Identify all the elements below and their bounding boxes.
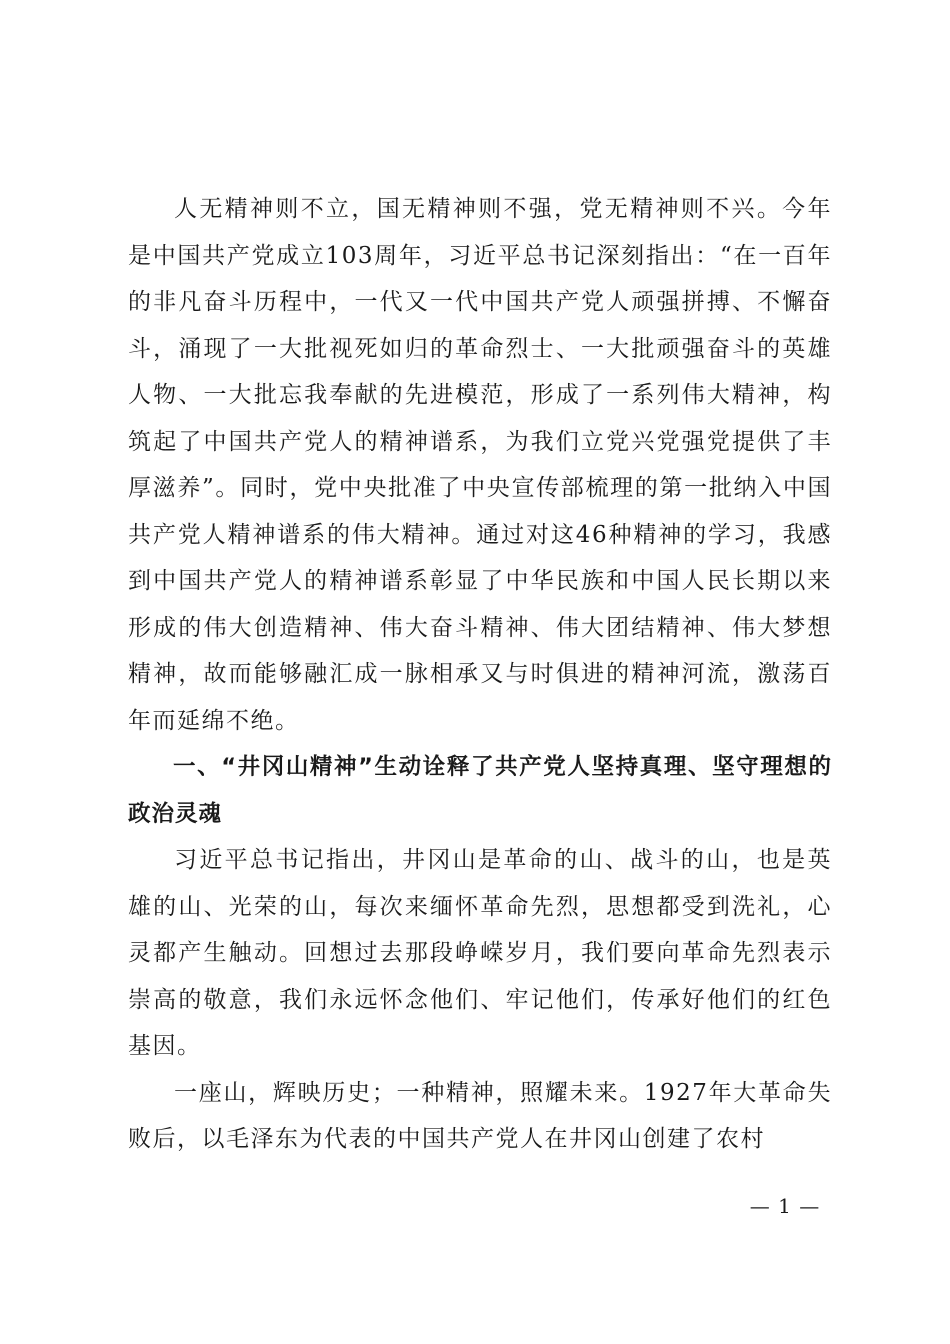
document-body xyxy=(128,186,832,1163)
section-1-paragraph-1: 习近平总书记指出，井冈山是革命的山、战斗的山，也是英雄的山、光荣的山，每次来缅怀革命先烈，思想都受到洗礼，心灵都产生触动。回想过去那段峥嵘岁月，我们要向革命先烈表示崇高的敬意，我们永远怀念他们、牢记他们，传承好他们的红色基因。 xyxy=(128,847,832,1059)
page-number: — 1 — xyxy=(749,1194,821,1218)
section-heading-1: 一、“井冈山精神”生动诠释了共产党人坚持真理、坚守理想的政治灵魂 xyxy=(128,754,832,827)
section-1-paragraph-2: 一座山，辉映历史；一种精神，照耀未来。1927年大革命失败后，以毛泽东为代表的中国共产党人在井冈山创建了农村 xyxy=(128,1079,832,1152)
intro-paragraph: 人无精神则不立，国无精神则不强，党无精神则不兴。今年是中国共产党成立103周年，习近平总书记深刻指出：“在一百年的非凡奋斗历程中，一代又一代中国共产党人顽强拼搏、不懈奋斗，涌现了一大批视死如归的革命烈士、一大批顽强奋斗的英雄人物、一大批忘我奉献的先进模范，形成了一系列伟大精神，构筑起了中国共产党人的精神谱系，为我们立党兴党强党提供了丰厚滋养”。同时，党中央批准了中央宣传部梳理的第一批纳入中国共产党人精神谱系的伟大精神。通过对这46种精神的学习，我感到中国共产党人的精神谱系彰显了中华民族和中国人民长期以来形成的伟大创造精神、伟大奋斗精神、伟大团结精神、伟大梦想精神，故而能够融汇成一脉相承又与时俱进的精神河流，激荡百年而延绵不绝。 xyxy=(128,196,832,734)
